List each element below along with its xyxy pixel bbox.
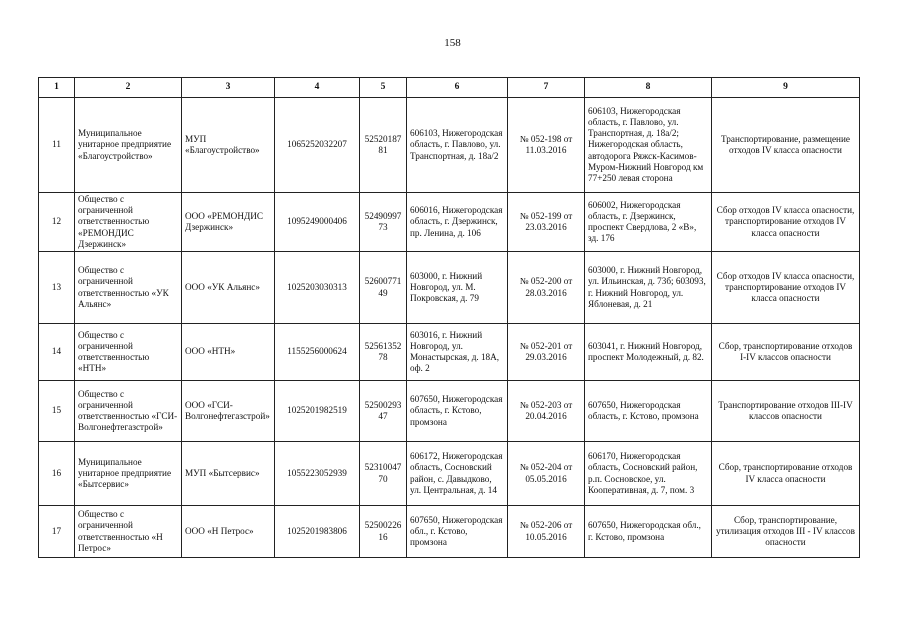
- organization-short-name: МУП «Бытсервис»: [182, 442, 275, 506]
- ogrn-cell: 1095249000406: [275, 193, 360, 252]
- activity-address: 607650, Нижегородская обл., г. Кстово, промзона: [585, 506, 712, 558]
- organization-short-name: ООО «НТН»: [182, 324, 275, 381]
- license-number: № 052-198 от 11.03.2016: [508, 98, 585, 193]
- column-header: 1: [39, 78, 75, 98]
- table-row: [39, 442, 860, 506]
- organization-name: Муниципальное унитарное предприятие «Благоустройство»: [75, 98, 182, 193]
- activity-type: Сбор отходов IV класса опасности, транспортирование отходов IV класса опасности: [712, 252, 860, 324]
- activity-type: Сбор, транспортирование отходов IV класса опасности: [712, 442, 860, 506]
- activity-type: Транспортирование отходов III-IV классов опасности: [712, 381, 860, 442]
- activity-address: 606103, Нижегородская область, г. Павлово, ул. Транспортная, д. 18а/2; Нижегородская область, автодорога Ряжск-Касимов-Муром-Нижний Новгород км 77+250 левая сторона: [585, 98, 712, 193]
- activity-type: Сбор, транспортирование отходов I-IV классов опасности: [712, 324, 860, 381]
- table-row: [39, 324, 860, 381]
- license-number: № 052-206 от 10.05.2016: [508, 506, 585, 558]
- row-number: 15: [39, 381, 75, 442]
- license-number: № 052-204 от 05.05.2016: [508, 442, 585, 506]
- license-number: № 052-200 от 28.03.2016: [508, 252, 585, 324]
- ogrn-cell: 1025201982519: [275, 381, 360, 442]
- table-row: [39, 506, 860, 558]
- activity-address: 606002, Нижегородская область, г. Дзержинск, проспект Свердлова, 2 «В», зд. 176: [585, 193, 712, 252]
- legal-address: 607650, Нижегородская область, г. Кстово, промзона: [407, 381, 508, 442]
- row-number: 17: [39, 506, 75, 558]
- activity-address: 603000, г. Нижний Новгород, ул. Ильинская, д. 73б; 603093, г. Нижний Новгород, ул. Яблоневая, д. 21: [585, 252, 712, 324]
- legal-address: 607650, Нижегородская обл., г. Кстово, промзона: [407, 506, 508, 558]
- table-row: [39, 252, 860, 324]
- row-number: 16: [39, 442, 75, 506]
- inn-cell: 5250022616: [360, 506, 407, 558]
- inn-cell: 5256135278: [360, 324, 407, 381]
- inn-cell: 5252018781: [360, 98, 407, 193]
- ogrn-cell: 1025203030313: [275, 252, 360, 324]
- row-number: 13: [39, 252, 75, 324]
- organization-short-name: ООО «ГСИ-Волгонефтегазстрой»: [182, 381, 275, 442]
- activity-address: 603041, г. Нижний Новгород, проспект Молодежный, д. 82.: [585, 324, 712, 381]
- table-row: [39, 98, 860, 193]
- organization-name: Муниципальное унитарное предприятие «Бытсервис»: [75, 442, 182, 506]
- activity-address: 606170, Нижегородская область, Сосновский район, р.п. Сосновское, ул. Кооперативная, д. 7, пом. 3: [585, 442, 712, 506]
- column-header: 7: [508, 78, 585, 98]
- ogrn-cell: 1155256000624: [275, 324, 360, 381]
- row-number: 11: [39, 98, 75, 193]
- inn-cell: 5250029347: [360, 381, 407, 442]
- license-number: № 052-199 от 23.03.2016: [508, 193, 585, 252]
- row-number: 12: [39, 193, 75, 252]
- organization-name: Общество с ограниченной ответственностью «Н Петрос»: [75, 506, 182, 558]
- activity-type: Транспортирование, размещение отходов IV класса опасности: [712, 98, 860, 193]
- row-number: 14: [39, 324, 75, 381]
- license-number: № 052-201 от 29.03.2016: [508, 324, 585, 381]
- activity-type: Сбор отходов IV класса опасности, транспортирование отходов IV класса опасности: [712, 193, 860, 252]
- column-header: 2: [75, 78, 182, 98]
- ogrn-cell: 1065252032207: [275, 98, 360, 193]
- inn-cell: 5249099773: [360, 193, 407, 252]
- legal-address: 603016, г. Нижний Новгород, ул. Монастырская, д. 18А, оф. 2: [407, 324, 508, 381]
- license-number: № 052-203 от 20.04.2016: [508, 381, 585, 442]
- column-header: 6: [407, 78, 508, 98]
- legal-address: 606016, Нижегородская область, г. Дзержинск, пр. Ленина, д. 106: [407, 193, 508, 252]
- organization-name: Общество с ограниченной ответственностью «НТН»: [75, 324, 182, 381]
- activity-address: 607650, Нижегородская область, г. Кстово, промзона: [585, 381, 712, 442]
- table-header-row: [39, 78, 860, 98]
- organization-name: Общество с ограниченной ответственностью «РЕМОНДИС Дзержинск»: [75, 193, 182, 252]
- organization-name: Общество с ограниченной ответственностью «ГСИ-Волгонефтегазстрой»: [75, 381, 182, 442]
- column-header: 9: [712, 78, 860, 98]
- table-row: [39, 193, 860, 252]
- organization-short-name: ООО «РЕМОНДИС Дзержинск»: [182, 193, 275, 252]
- column-header: 5: [360, 78, 407, 98]
- registry-table: [38, 77, 860, 558]
- organization-short-name: МУП «Благоустройство»: [182, 98, 275, 193]
- column-header: 8: [585, 78, 712, 98]
- table-row: [39, 381, 860, 442]
- inn-cell: 5260077149: [360, 252, 407, 324]
- legal-address: 606172, Нижегородская область, Сосновский район, с. Давыдково, ул. Центральная, д. 14: [407, 442, 508, 506]
- column-header: 3: [182, 78, 275, 98]
- legal-address: 606103, Нижегородская область, г. Павлово, ул. Транспортная, д. 18а/2: [407, 98, 508, 193]
- organization-short-name: ООО «УК Альянс»: [182, 252, 275, 324]
- activity-type: Сбор, транспортирование, утилизация отходов III - IV классов опасности: [712, 506, 860, 558]
- page-number: 158: [444, 37, 461, 49]
- inn-cell: 5231004770: [360, 442, 407, 506]
- ogrn-cell: 1025201983806: [275, 506, 360, 558]
- legal-address: 603000, г. Нижний Новгород, ул. М. Покровская, д. 79: [407, 252, 508, 324]
- organization-name: Общество с ограниченной ответственностью «УК Альянс»: [75, 252, 182, 324]
- ogrn-cell: 1055223052939: [275, 442, 360, 506]
- organization-short-name: ООО «Н Петрос»: [182, 506, 275, 558]
- column-header: 4: [275, 78, 360, 98]
